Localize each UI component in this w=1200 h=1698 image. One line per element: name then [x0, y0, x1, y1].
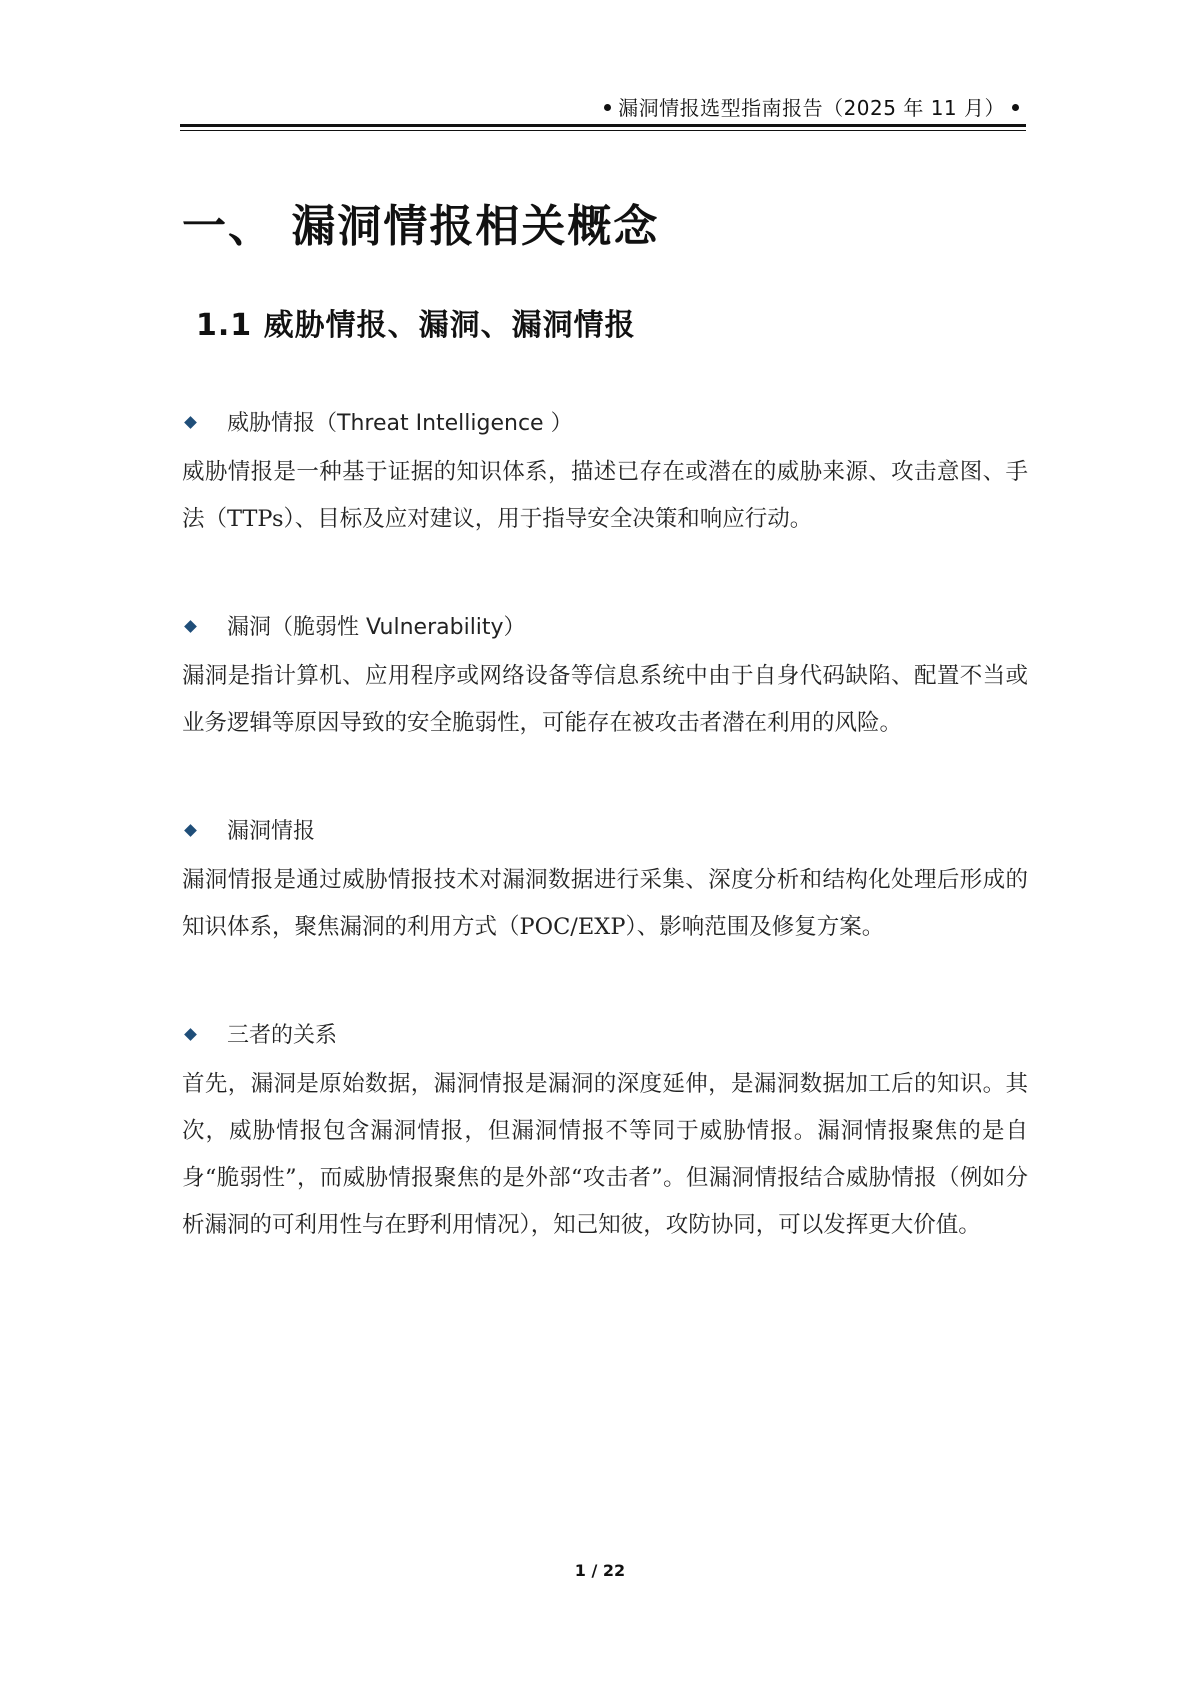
section-title: 1.1 威胁情报、漏洞、漏洞情报	[196, 308, 636, 343]
header-title: 漏洞情报选型指南报告（2025 年 11 月）	[618, 96, 1005, 120]
header-text	[597, 92, 1026, 121]
bullet-heading-threat-intelligence	[182, 406, 573, 437]
bullet-heading-text: 威胁情报（Threat Intelligence ）	[227, 411, 573, 436]
bullet-heading-text: 漏洞（脆弱性 Vulnerability）	[227, 615, 526, 640]
paragraph-relationship: 首先，漏洞是原始数据，漏洞情报是漏洞的深度延伸，是漏洞数据加工后的知识。其次，威胁情报包含漏洞情报，但漏洞情报不等同于威胁情报。漏洞情报聚焦的是自身“脆弱性”，而威胁情报聚焦的是外部“攻击者”。但漏洞情报结合威胁情报（例如分析漏洞的可利用性与在野利用情况），知己知彼，攻防协同，可以发挥更大价值。	[182, 1071, 1028, 1238]
bullet-heading-text: 漏洞情报	[227, 819, 316, 844]
bullet-heading-relationship	[182, 1018, 337, 1049]
page-header	[180, 88, 1026, 132]
diamond-bullet-icon	[184, 416, 197, 429]
chapter-title: 一、 漏洞情报相关概念	[182, 201, 660, 252]
diamond-bullet-icon	[184, 824, 197, 837]
header-bullet-right	[1012, 104, 1019, 111]
header-rule-thin	[180, 130, 1026, 131]
paragraph-vulnerability: 漏洞是指计算机、应用程序或网络设备等信息系统中由于自身代码缺陷、配置不当或业务逻辑等原因导致的安全脆弱性，可能存在被攻击者潜在利用的风险。	[182, 663, 1028, 736]
page-number: 1 / 22	[574, 1561, 626, 1580]
bullet-heading-text: 三者的关系	[227, 1023, 338, 1048]
bullet-heading-vulnerability-intelligence	[182, 814, 315, 845]
diamond-bullet-icon	[184, 620, 197, 633]
bullet-heading-vulnerability	[182, 610, 526, 641]
paragraph-threat-intelligence: 威胁情报是一种基于证据的知识体系，描述已存在或潜在的威胁来源、攻击意图、手法（TTPs）、目标及应对建议，用于指导安全决策和响应行动。	[182, 459, 1028, 532]
header-rule-thick	[180, 124, 1026, 127]
paragraph-vulnerability-intelligence: 漏洞情报是通过威胁情报技术对漏洞数据进行采集、深度分析和结构化处理后形成的知识体系，聚焦漏洞的利用方式（POC/EXP）、影响范围及修复方案。	[182, 867, 1028, 940]
header-bullet-left	[604, 104, 611, 111]
diamond-bullet-icon	[184, 1028, 197, 1041]
